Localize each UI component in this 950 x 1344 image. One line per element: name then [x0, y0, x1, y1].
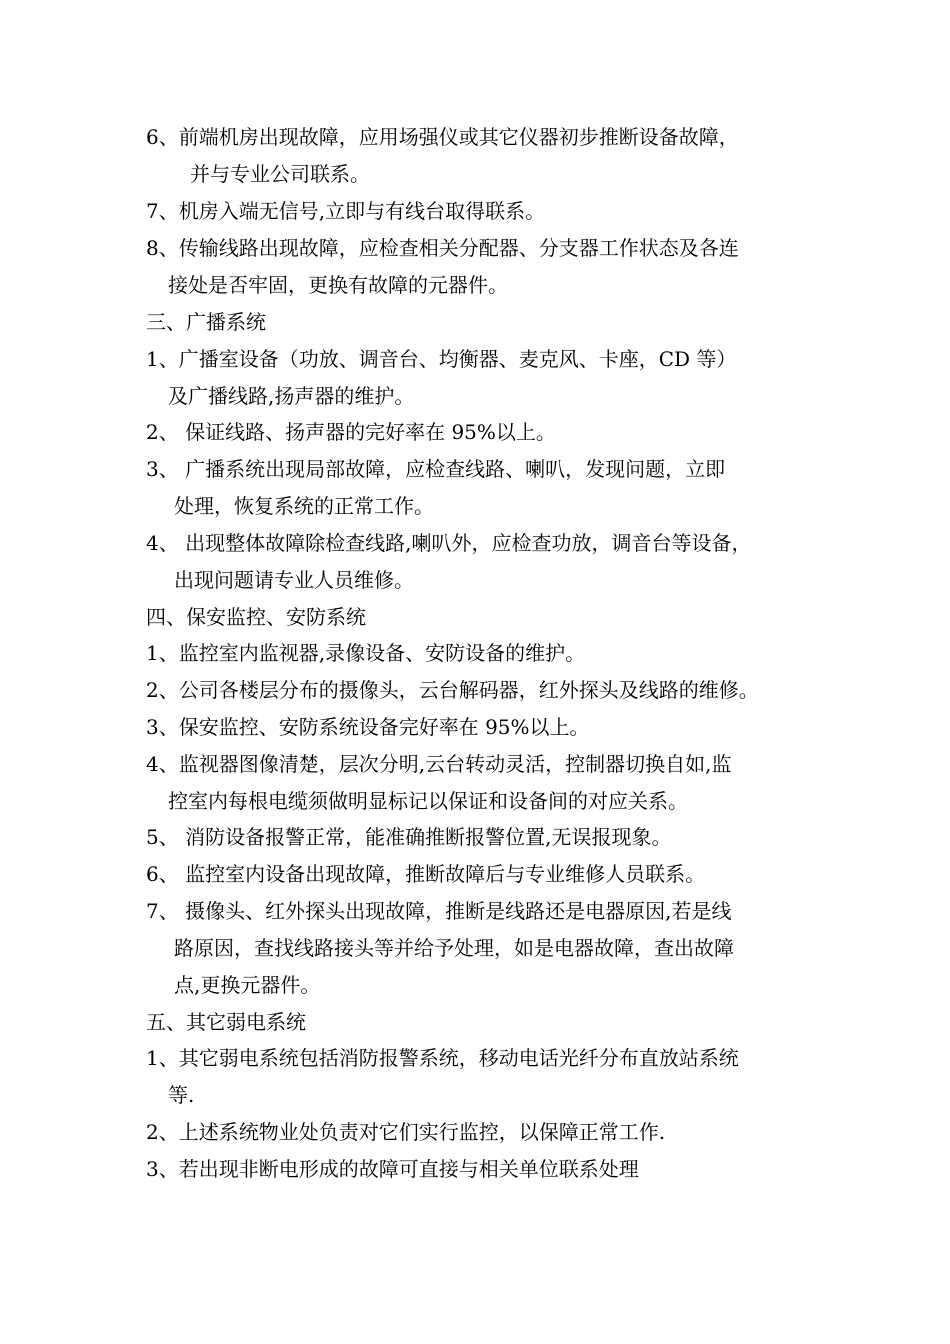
text-line: 2、上述系统物业处负责对它们实行监控，以保障正常工作. [146, 1120, 666, 1144]
text-line: 接处是否牢固，更换有故障的元器件。 [168, 273, 508, 297]
text-line: 3、若出现非断电形成的故障可直接与相关单位联系处理 [146, 1157, 639, 1181]
text-line: 3、 广播系统出现局部故障，应检查线路、喇叭，发现问题，立即 [146, 457, 726, 481]
text-line: 路原因，查找线路接头等并给予处理，如是电器故障，查出故障 [174, 936, 734, 960]
text-line: 等. [168, 1083, 195, 1107]
text-line: 6、 监控室内设备出现故障，推断故障后与专业维修人员联系。 [146, 862, 706, 886]
section-heading: 四、保安监控、安防系统 [146, 605, 366, 629]
text-line: 7、机房入端无信号,立即与有线台取得联系。 [146, 199, 546, 223]
text-line: 并与专业公司联系。 [190, 162, 370, 186]
text-line: 及广播线路,扬声器的维护。 [168, 384, 415, 408]
text-line: 1、广播室设备（功放、调音台、均衡器、麦克风、卡座，CD 等） [146, 347, 737, 371]
text-line: 点,更换元器件。 [174, 973, 321, 997]
text-line: 5、 消防设备报警正常，能准确推断报警位置,无误报现象。 [146, 825, 672, 849]
text-line: 2、 保证线路、扬声器的完好率在 95%以上。 [146, 420, 556, 444]
text-line: 4、 出现整体故障除检查线路,喇叭外，应检查功放，调音台等设备， [146, 531, 752, 555]
section-heading: 五、其它弱电系统 [146, 1010, 306, 1034]
text-line: 4、监视器图像清楚，层次分明,云台转动灵活，控制器切换自如,监 [146, 752, 732, 776]
text-line: 1、其它弱电系统包括消防报警系统，移动电话光纤分布直放站系统 [146, 1046, 739, 1070]
text-line: 6、前端机房出现故障，应用场强仪或其它仪器初步推断设备故障， [146, 125, 739, 149]
text-line: 3、保安监控、安防系统设备完好率在 95%以上。 [146, 715, 590, 739]
text-line: 处理，恢复系统的正常工作。 [174, 494, 434, 518]
text-line: 2、公司各楼层分布的摄像头，云台解码器，红外探头及线路的维修。 [146, 678, 759, 702]
text-line: 1、监控室内监视器,录像设备、安防设备的维护。 [146, 641, 586, 665]
text-line: 8、传输线路出现故障，应检查相关分配器、分支器工作状态及各连 [146, 236, 739, 260]
section-heading: 三、广播系统 [146, 310, 266, 334]
text-line: 7、 摄像头、红外探头出现故障，推断是线路还是电器原因,若是线 [146, 899, 732, 923]
text-line: 控室内每根电缆须做明显标记以保证和设备间的对应关系。 [168, 789, 688, 813]
text-line: 出现问题请专业人员维修。 [174, 568, 414, 592]
